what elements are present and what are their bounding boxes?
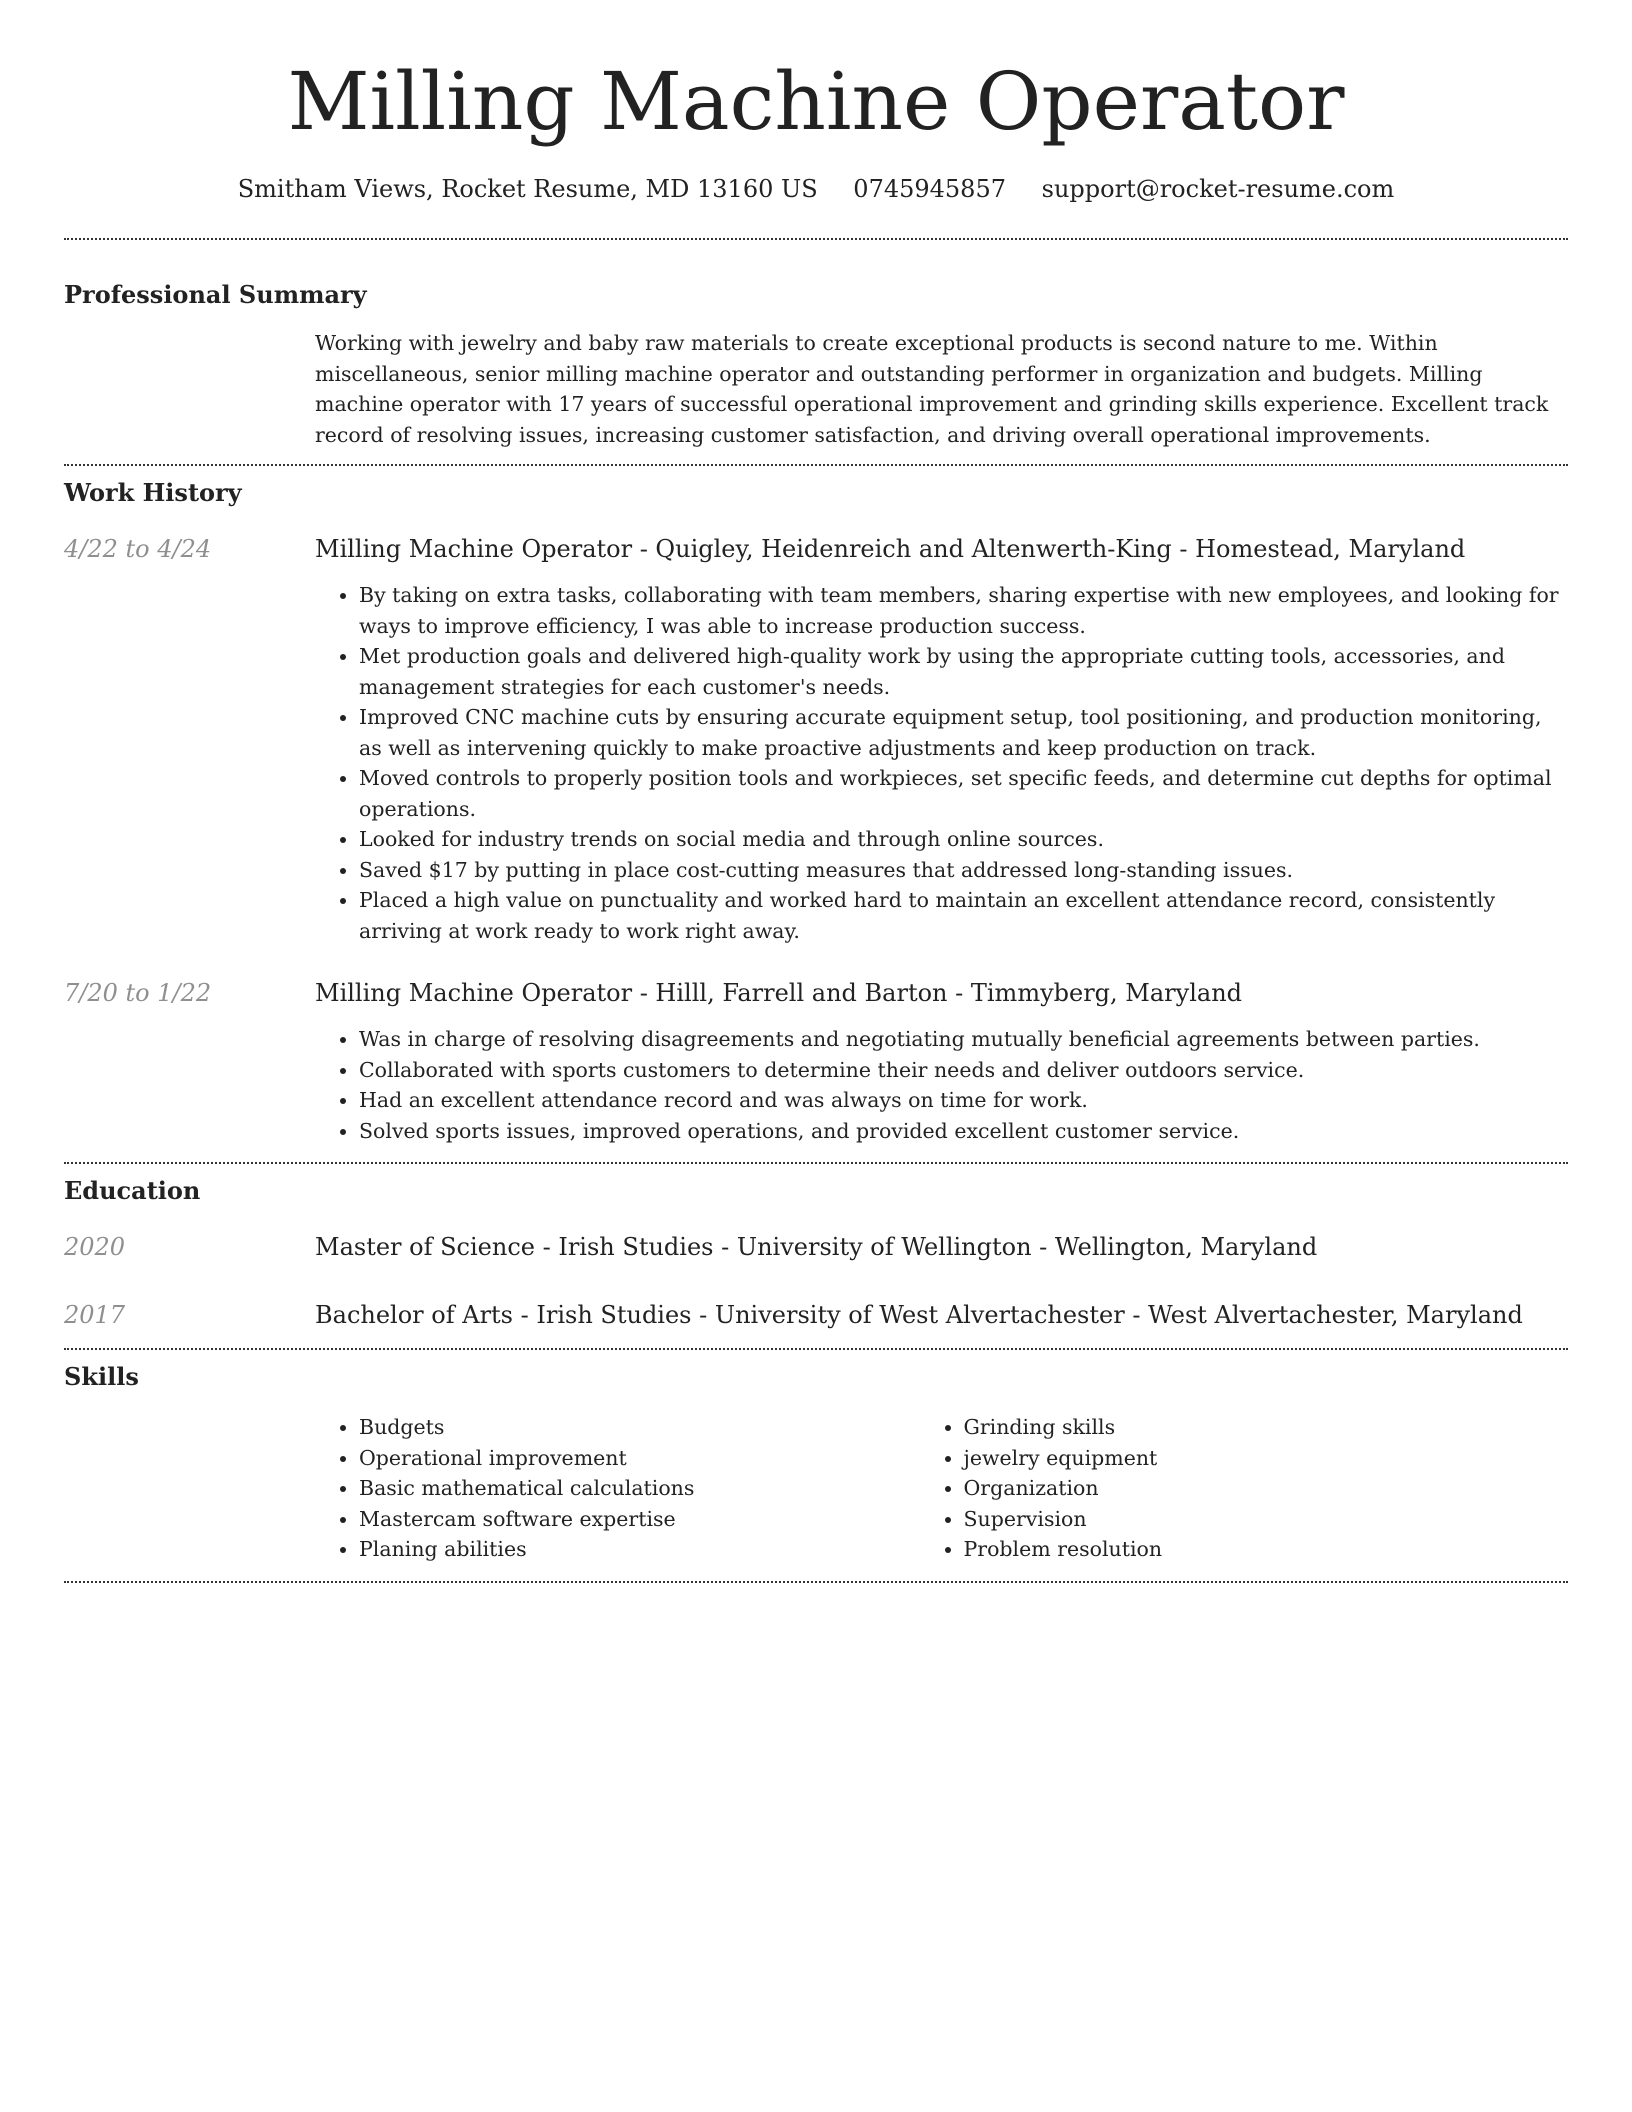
- divider: [64, 464, 1568, 466]
- list-item: • Mastercam software expertise: [359, 1504, 964, 1535]
- education-title: [315, 1230, 1568, 1264]
- list-item: • Budgets: [359, 1412, 964, 1443]
- list-item: • Saved $17 by putting in place cost-cutting measures that addressed long-standing issues.: [359, 855, 1568, 886]
- education-details: - University of West Alvertachester - West Alvertachester, Maryland: [691, 1301, 1523, 1329]
- list-item: • Basic mathematical calculations: [359, 1473, 964, 1504]
- section-title-skills: Skills: [64, 1362, 139, 1391]
- job-details: - Quigley, Heidenreich and Altenwerth-King - Homestead, Maryland: [632, 535, 1466, 563]
- skills-column-right: [964, 1412, 1569, 1565]
- summary-text: Working with jewelry and baby raw materials to create exceptional products is second nature to me. Within miscellaneous, senior milling machine operator and outstanding performer in organization and budgets. Milling machine operator with 17 years of successful operational improvement and grinding skills experience. Excellent track record of resolving issues, increasing customer satisfaction, and driving overall operational improvements.: [315, 331, 1549, 447]
- education-year: 2020: [64, 1233, 126, 1261]
- job-details: - Hilll, Farrell and Barton - Timmyberg, Maryland: [632, 979, 1243, 1007]
- list-item: • Solved sports issues, improved operations, and provided excellent customer service.: [359, 1116, 1568, 1147]
- list-item: • Improved CNC machine cuts by ensuring accurate equipment setup, tool positioning, and production monitoring, as well as intervening quickly to make proactive adjustments and keep production on track.: [359, 702, 1568, 763]
- education-entry: [64, 1230, 1568, 1264]
- list-item: • jewelry equipment: [964, 1443, 1569, 1474]
- list-item: • Grinding skills: [964, 1412, 1569, 1443]
- candidate-name: Milling Machine Operator: [287, 55, 1345, 148]
- divider: [64, 1348, 1568, 1350]
- education-entry: [64, 1298, 1568, 1332]
- education-title: [315, 1298, 1568, 1332]
- divider: [64, 1162, 1568, 1164]
- education-details: - University of Wellington - Wellington, Maryland: [713, 1233, 1318, 1261]
- list-item: • Planing abilities: [359, 1534, 964, 1565]
- skills-column-left: [359, 1412, 964, 1565]
- list-item: • Looked for industry trends on social media and through online sources.: [359, 824, 1568, 855]
- job-role: Milling Machine Operator: [315, 979, 633, 1007]
- education-degree: Master of Science - Irish Studies: [315, 1233, 714, 1261]
- job-title: [315, 532, 1568, 566]
- list-item: • Supervision: [964, 1504, 1569, 1535]
- divider: [64, 238, 1568, 240]
- job-dates: 4/22 to 4/24: [64, 535, 212, 563]
- section-title-work-history: Work History: [64, 478, 242, 507]
- list-item: • Collaborated with sports customers to determine their needs and deliver outdoors service.: [359, 1055, 1568, 1086]
- phone: 0745945857: [853, 175, 1006, 203]
- education-year: 2017: [64, 1301, 126, 1329]
- job-title: [315, 976, 1568, 1010]
- job-entry: [64, 976, 1568, 1010]
- email: support@rocket-resume.com: [1041, 175, 1395, 203]
- list-item: • Problem resolution: [964, 1534, 1569, 1565]
- list-item: • Organization: [964, 1473, 1569, 1504]
- list-item: • Operational improvement: [359, 1443, 964, 1474]
- resume-page: [64, 0, 1568, 1583]
- list-item: • Had an excellent attendance record and was always on time for work.: [359, 1085, 1568, 1116]
- list-item: • Placed a high value on punctuality and worked hard to maintain an excellent attendance record, consistently arriving at work ready to work right away.: [359, 885, 1568, 946]
- job-bullets: [359, 1024, 1568, 1146]
- job-dates: 7/20 to 1/22: [64, 979, 212, 1007]
- divider: [64, 1581, 1568, 1583]
- section-title-summary: Professional Summary: [64, 280, 367, 309]
- contact-line: [64, 172, 1568, 206]
- list-item: • Moved controls to properly position tools and workpieces, set specific feeds, and determine cut depths for optimal operations.: [359, 763, 1568, 824]
- education-degree: Bachelor of Arts - Irish Studies: [315, 1301, 692, 1329]
- address: Smitham Views, Rocket Resume, MD 13160 US: [237, 175, 818, 203]
- job-role: Milling Machine Operator: [315, 535, 633, 563]
- section-title-education: Education: [64, 1176, 201, 1205]
- list-item: • Met production goals and delivered high-quality work by using the appropriate cutting tools, accessories, and management strategies for each customer's needs.: [359, 641, 1568, 702]
- job-entry: [64, 532, 1568, 566]
- list-item: • By taking on extra tasks, collaborating with team members, sharing expertise with new employees, and looking for ways to improve efficiency, I was able to increase production success.: [359, 580, 1568, 641]
- skills-list: [359, 1412, 1568, 1565]
- job-bullets: [359, 580, 1568, 946]
- list-item: • Was in charge of resolving disagreements and negotiating mutually beneficial agreements between parties.: [359, 1024, 1568, 1055]
